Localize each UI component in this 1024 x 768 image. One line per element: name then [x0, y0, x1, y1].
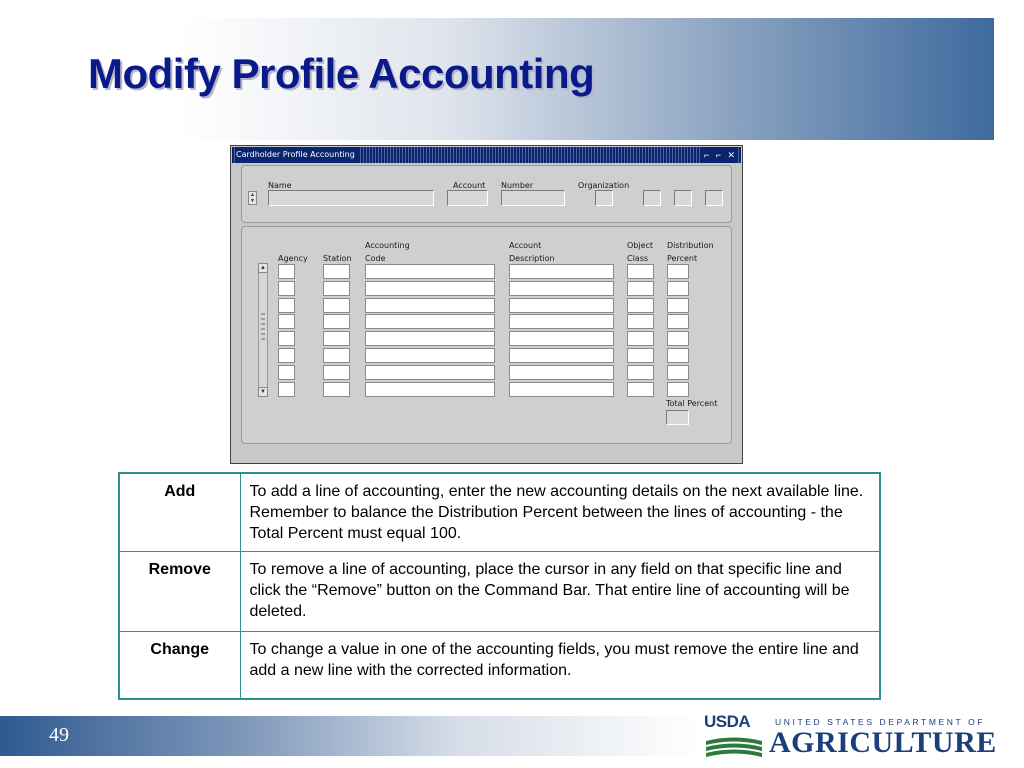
- account-description-cell[interactable]: [509, 264, 614, 279]
- account-label: Account: [453, 181, 486, 190]
- distribution-percent-cell[interactable]: [667, 331, 689, 346]
- table-row: [119, 473, 880, 551]
- description-cell: To change a value in one of the accounting fields, you must remove the entire line and add a new line with the corrected information.: [240, 631, 880, 699]
- station-cell[interactable]: [323, 331, 350, 346]
- page-number: 49: [49, 724, 69, 746]
- agency-cell[interactable]: [278, 281, 295, 296]
- account-description-cell[interactable]: [509, 348, 614, 363]
- agency-cell[interactable]: [278, 264, 295, 279]
- name-input[interactable]: [268, 190, 434, 206]
- distribution-percent-cell[interactable]: [667, 365, 689, 380]
- station-cell[interactable]: [323, 382, 350, 397]
- account-input[interactable]: [447, 190, 488, 206]
- distribution-percent-cell[interactable]: [667, 281, 689, 296]
- station-header: Station: [323, 254, 352, 263]
- organization-input-3[interactable]: [674, 190, 692, 206]
- object-class-cell[interactable]: [627, 298, 654, 313]
- station-cell[interactable]: [323, 314, 350, 329]
- accounting-code-cell[interactable]: [365, 348, 495, 363]
- accounting-code-cell[interactable]: [365, 382, 495, 397]
- number-input[interactable]: [501, 190, 565, 206]
- organization-input-2[interactable]: [643, 190, 661, 206]
- object-header-1: Object: [627, 241, 654, 250]
- agency-name: AGRICULTURE: [769, 726, 997, 759]
- station-cell[interactable]: [323, 281, 350, 296]
- window-titlebar[interactable]: [232, 147, 741, 163]
- number-label: Number: [501, 181, 534, 190]
- organization-input-1[interactable]: [595, 190, 613, 206]
- distribution-percent-cell[interactable]: [667, 382, 689, 397]
- distribution-percent-cell[interactable]: [667, 348, 689, 363]
- account-description-cell[interactable]: [509, 331, 614, 346]
- accounting-code-cell[interactable]: [365, 281, 495, 296]
- description-cell: To remove a line of accounting, place the cursor in any field on that specific line and click the “Remove” button on the Command Bar. That entire line of accounting will be deleted.: [240, 551, 880, 631]
- agency-subtitle: UNITED STATES DEPARTMENT OF: [775, 717, 986, 727]
- total-percent-label: Total Percent: [666, 399, 718, 408]
- agency-cell[interactable]: [278, 348, 295, 363]
- accounting-code-cell[interactable]: [365, 331, 495, 346]
- scroll-grip[interactable]: [261, 328, 265, 330]
- accounting-code-cell[interactable]: [365, 264, 495, 279]
- accounting-code-cell[interactable]: [365, 365, 495, 380]
- distribution-percent-cell[interactable]: [667, 264, 689, 279]
- description-cell: To add a line of accounting, enter the new accounting details on the next available line. Remember to balance the Distribution Percent between the lines of accounting - the Total Percent must equal 100.: [240, 473, 880, 551]
- slide-title: Modify Profile Accounting: [88, 50, 595, 97]
- station-cell[interactable]: [323, 365, 350, 380]
- scroll-grip[interactable]: [261, 318, 265, 320]
- action-cell: Change: [119, 631, 240, 699]
- object-class-cell[interactable]: [627, 348, 654, 363]
- distribution-header-1: Distribution: [667, 241, 714, 250]
- usda-logo-text: USDA: [704, 712, 751, 731]
- station-cell[interactable]: [323, 298, 350, 313]
- agency-cell[interactable]: [278, 331, 295, 346]
- grid-scrollbar[interactable]: [258, 263, 268, 397]
- total-percent-field: [666, 410, 689, 425]
- object-class-cell[interactable]: [627, 281, 654, 296]
- scroll-grip[interactable]: [261, 313, 265, 315]
- footer-band: [0, 716, 700, 756]
- organization-label: Organization: [578, 181, 630, 190]
- account-description-cell[interactable]: [509, 365, 614, 380]
- record-spinner-icon[interactable]: ▲ ▼: [248, 191, 257, 205]
- account-header-2: Description: [509, 254, 555, 263]
- window-title: Cardholder Profile Accounting: [236, 147, 359, 163]
- account-header-1: Account: [509, 241, 542, 250]
- account-description-cell[interactable]: [509, 298, 614, 313]
- distribution-percent-cell[interactable]: [667, 314, 689, 329]
- organization-input-4[interactable]: [705, 190, 723, 206]
- accounting-code-cell[interactable]: [365, 314, 495, 329]
- name-label: Name: [268, 181, 292, 190]
- agency-cell[interactable]: [278, 298, 295, 313]
- window-controls-icon[interactable]: ⌐ ⌐ ✕: [700, 147, 737, 163]
- agency-header: Agency: [278, 254, 308, 263]
- scroll-grip[interactable]: [261, 338, 265, 340]
- agency-cell[interactable]: [278, 365, 295, 380]
- account-description-cell[interactable]: [509, 382, 614, 397]
- scroll-grip[interactable]: [261, 323, 265, 325]
- distribution-header-2: Percent: [667, 254, 698, 263]
- actions-table: [118, 472, 881, 700]
- scroll-up-icon[interactable]: ▲: [258, 263, 268, 273]
- object-class-cell[interactable]: [627, 382, 654, 397]
- accounting-header-1: Accounting: [365, 241, 410, 250]
- account-description-cell[interactable]: [509, 281, 614, 296]
- object-class-cell[interactable]: [627, 314, 654, 329]
- table-row: [119, 551, 880, 631]
- object-class-cell[interactable]: [627, 365, 654, 380]
- station-cell[interactable]: [323, 348, 350, 363]
- distribution-percent-cell[interactable]: [667, 298, 689, 313]
- agency-cell[interactable]: [278, 382, 295, 397]
- agency-cell[interactable]: [278, 314, 295, 329]
- scroll-down-icon[interactable]: ▼: [258, 387, 268, 397]
- object-header-2: Class: [627, 254, 649, 263]
- object-class-cell[interactable]: [627, 264, 654, 279]
- action-cell: Remove: [119, 551, 240, 631]
- accounting-code-cell[interactable]: [365, 298, 495, 313]
- accounting-header-2: Code: [365, 254, 386, 263]
- object-class-cell[interactable]: [627, 331, 654, 346]
- station-cell[interactable]: [323, 264, 350, 279]
- scroll-grip[interactable]: [261, 333, 265, 335]
- action-cell: Add: [119, 473, 240, 551]
- account-description-cell[interactable]: [509, 314, 614, 329]
- table-row: [119, 631, 880, 699]
